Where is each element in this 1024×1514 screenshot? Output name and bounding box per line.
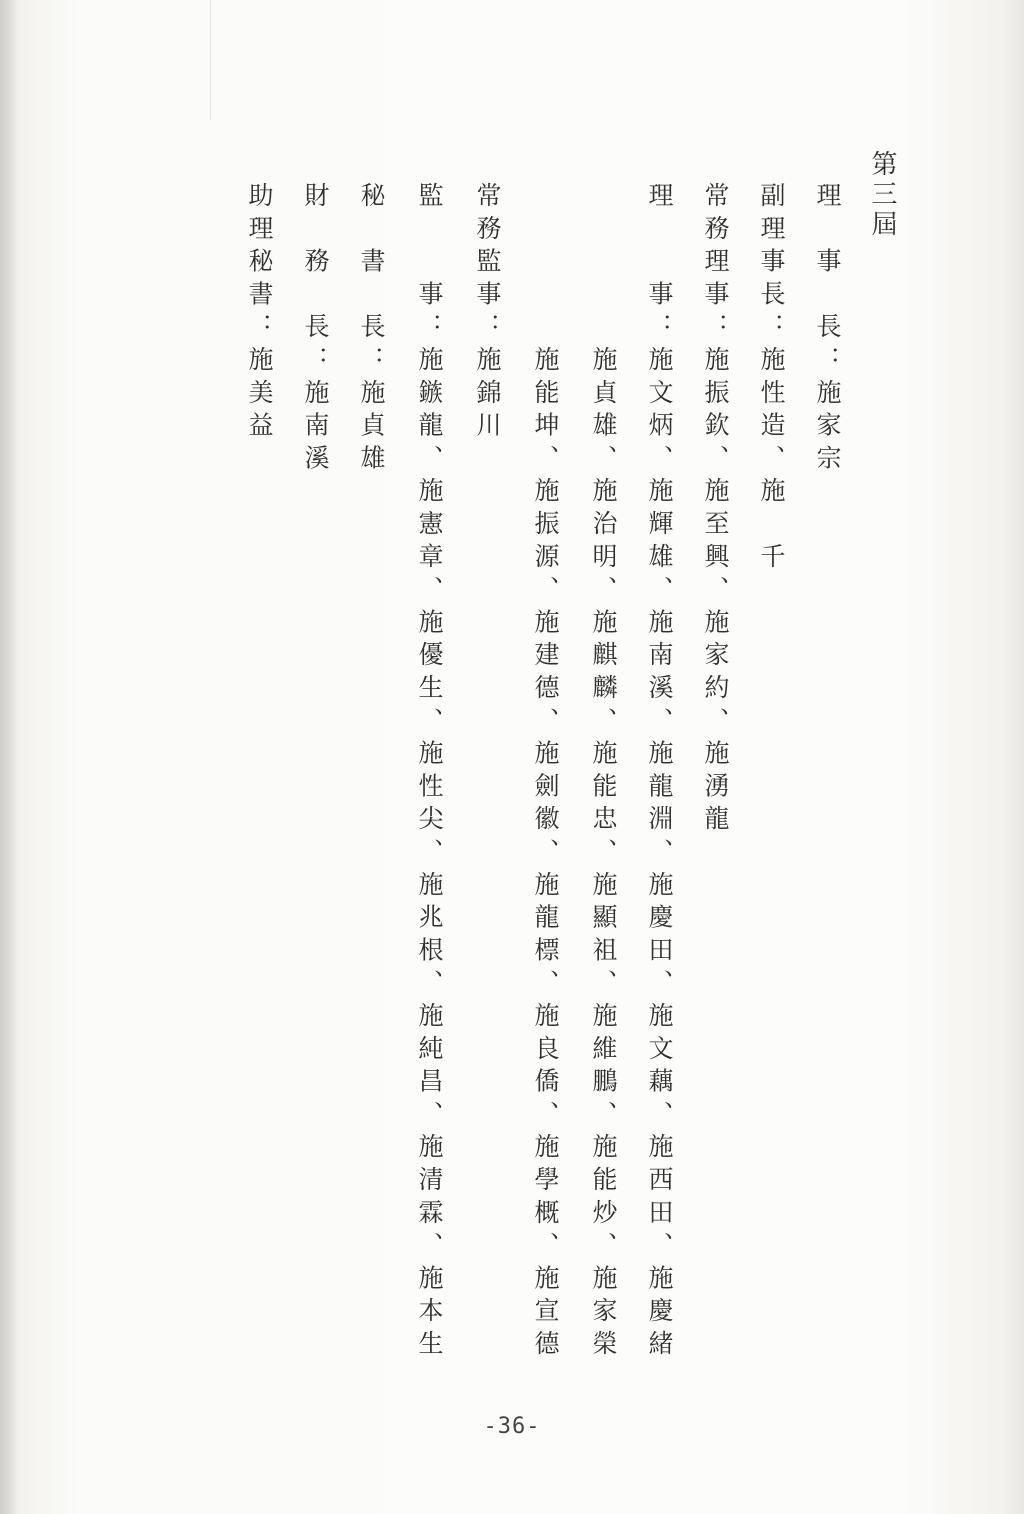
standing-supervisor-line: 常務監事：施錦川 <box>473 182 502 445</box>
page-edge-mark <box>210 0 211 120</box>
chairman-line: 理 事 長：施家宗 <box>813 182 842 478</box>
assistant-secretary-line: 助理秘書：施美益 <box>245 182 274 445</box>
secretary-general-line: 秘 書 長：施貞雄 <box>357 182 386 478</box>
standing-directors-line: 常務理事：施振欽、施至興、施家約、施湧龍 <box>701 182 730 838</box>
binding-shadow <box>0 0 18 1514</box>
section-heading: 第三屆 <box>867 150 897 240</box>
vice-chairman-line: 副理事長：施性造、施 千 <box>757 182 786 576</box>
supervisors-line: 監 事：施鏃龍、施憲章、施優生、施性尖、施兆根、施純昌、施清霖、施本生 <box>415 182 444 1363</box>
directors-line-2: 施貞雄、施治明、施麒麟、施能忠、施顯祖、施維鵬、施能炒、施家榮 <box>589 182 618 1363</box>
directors-line-3: 施能坤、施振源、施建德、施劍徽、施龍標、施良僑、施學概、施宣德 <box>531 182 560 1363</box>
directors-line-1: 理 事：施文炳、施輝雄、施南溪、施龍淵、施慶田、施文藕、施西田、施慶緒 <box>645 182 674 1363</box>
treasurer-line: 財 務 長：施南溪 <box>301 182 330 478</box>
page-number: -36- <box>483 1414 541 1439</box>
